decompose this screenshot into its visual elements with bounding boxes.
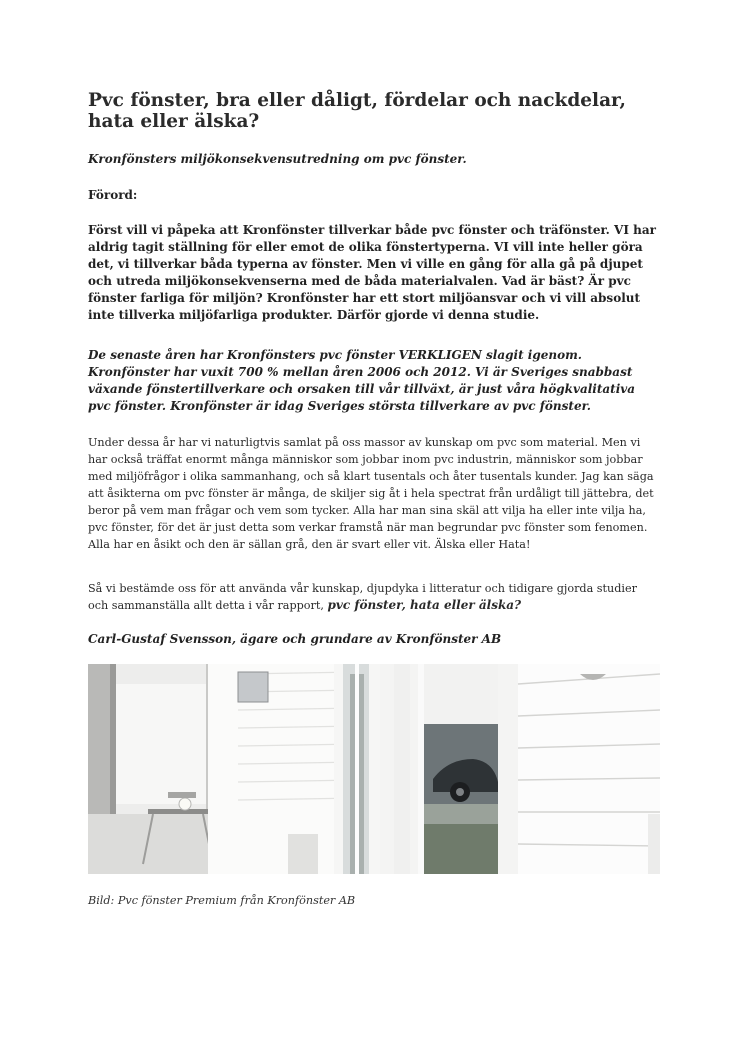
image-caption: Bild: Pvc fönster Premium från Kronfönster AB — [88, 894, 356, 907]
signature: Carl-Gustaf Svensson, ägare och grundare av Kronfönster AB — [88, 632, 502, 646]
report-title-emphasis: pvc fönster, hata eller älska? — [327, 598, 522, 612]
preface-heading: Förord: — [88, 188, 138, 202]
document-title: Pvc fönster, bra eller dåligt, fördelar och nackdelar, hata eller älska? — [88, 90, 626, 132]
preface-paragraph-1: Först vill vi påpeka att Kronfönster tillverkar både pvc fönster och träfönster. VI har aldrig tagit ställning för eller emot de olika fönstertyperna. VI vill inte heller göra det, vi tillverkar båda typerna av fönster. Men vi ville en gång för alla gå på djupet och utreda miljökonsekvenserna med de båda materialvalen. Vad är bäst? Är pvc fönster farliga för miljön? Kronfönster har ett stort miljöansvar och vi vill absolut inte tillverka miljöfarliga produkter. Därför gjorde vi denna studie. — [88, 223, 656, 322]
preface-paragraph-2: De senaste åren har Kronfönsters pvc fönster VERKLIGEN slagit igenom. Kronfönster har vuxit 700 % mellan åren 2006 och 2012. Vi är Sveriges snabbast växande fönstertillverkare och orsaken till vår tillväxt, är just våra högkvalitativa pvc fönster. Kronfönster är idag Sveriges största tillverkare av pvc fönster. — [88, 348, 636, 413]
paragraph-4-text: Så vi bestämde oss för att använda vår kunskap, djupdyka i litteratur och tidigare gjorda studier och sammanställa allt detta i vår rapport, — [88, 582, 637, 612]
product-photo — [88, 664, 660, 874]
preface-paragraph-3: Under dessa år har vi naturligtvis samlat på oss massor av kunskap om pvc som material. Men vi har också träffat enormt många människor som jobbar inom pvc industrin, människor som jobbar med miljöfrågor i olika sammanhang, och så klart tusentals och åter tusentals kunder. Jag kan säga att åsikterna om pvc fönster är många, de skiljer sig åt i hela spectrat från urdåligt till jättebra, det beror på vem man frågar och vem som tycker. Alla har man sina skäl att vilja ha eller inte vilja ha, pvc fönster, för det är just detta som verkar framstå när man begrundar pvc fönster som fenomen. Alla har en åsikt och den är sällan grå, den är svart eller vit. Älska eller Hata! — [88, 436, 654, 551]
preface-paragraph-4 — [88, 580, 660, 614]
document-subtitle: Kronfönsters miljökonsekvensutredning om pvc fönster. — [88, 152, 467, 166]
